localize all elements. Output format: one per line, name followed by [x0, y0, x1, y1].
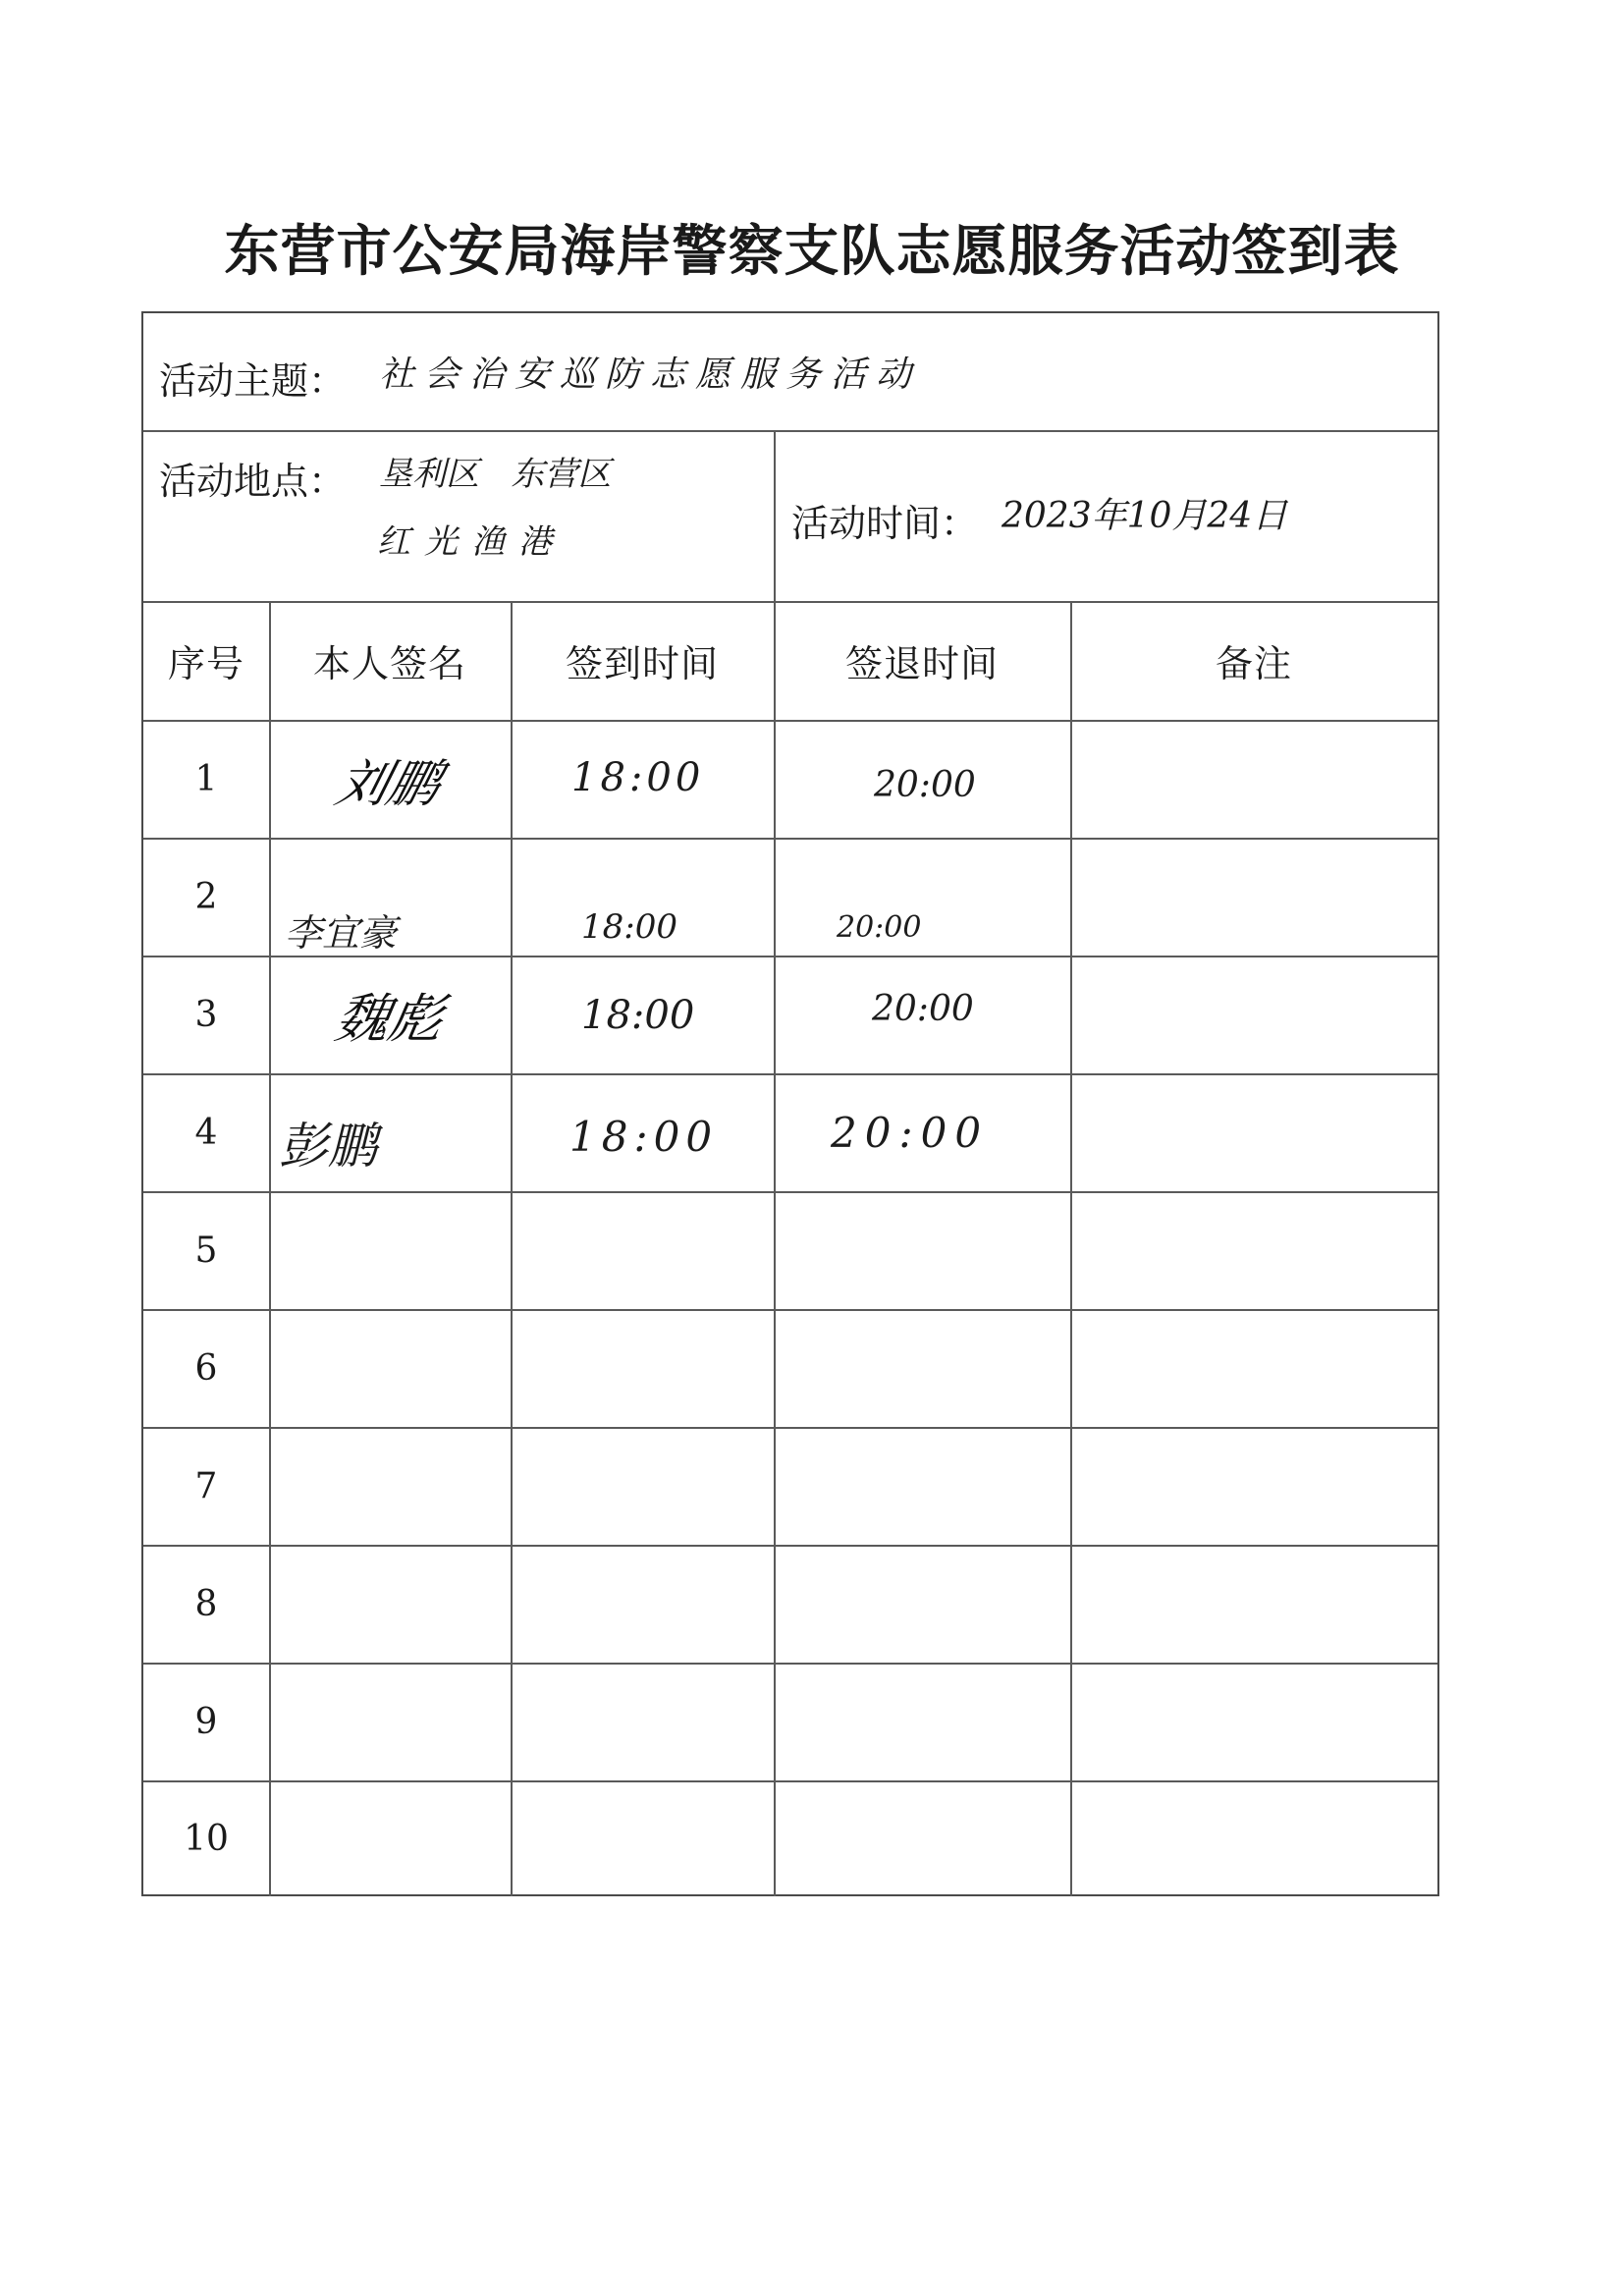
row-6-no: 6: [194, 1347, 218, 1389]
header-sign-in-time: 签到时间: [565, 642, 719, 685]
rule-col-2: [511, 601, 513, 1896]
row-1-sign-out: 20:00: [874, 765, 976, 805]
row-2-no: 2: [194, 876, 218, 917]
rule-row-3: [143, 1073, 1437, 1075]
rule-row-7: [143, 1545, 1437, 1547]
rule-row-6: [143, 1427, 1437, 1429]
row-7-no: 7: [194, 1465, 218, 1506]
rule-row-8: [143, 1663, 1437, 1665]
activity-place-line1: 垦利区 东营区: [379, 455, 612, 494]
row-9-no: 9: [194, 1701, 218, 1742]
document-title: 东营市公安局海岸警察支队志愿服务活动签到表: [224, 220, 1400, 284]
row-1-sign-in: 18:00: [571, 755, 705, 800]
activity-time-value: 2023年10月24日: [1001, 496, 1288, 536]
row-3-signature: 魏彪: [330, 987, 448, 1050]
rule-col-4: [1070, 601, 1072, 1896]
rule-row-4: [143, 1191, 1437, 1193]
row-8-no: 8: [194, 1583, 218, 1624]
rule-row-1: [143, 838, 1437, 840]
row-3-sign-in: 18:00: [581, 993, 695, 1038]
row-3-sign-out: 20:00: [872, 989, 974, 1029]
rule-col-3: [774, 601, 776, 1896]
rule-theme-bottom: [143, 430, 1437, 432]
activity-theme-label: 活动主题：: [159, 359, 347, 403]
header-note: 备注: [1215, 642, 1292, 685]
activity-place-line2: 红光渔港: [377, 522, 566, 562]
header-signature: 本人签名: [312, 642, 466, 685]
row-1-signature: 刘鹏: [330, 754, 448, 814]
row-1-no: 1: [194, 758, 218, 799]
activity-theme-value: 社会治安巡防志愿服务活动: [379, 355, 922, 395]
row-10-no: 10: [184, 1818, 229, 1859]
row-2-signature: 李宜豪: [285, 911, 398, 955]
header-sign-out-time: 签退时间: [844, 642, 999, 685]
rule-row-9: [143, 1780, 1437, 1782]
row-2-sign-out: 20:00: [837, 910, 922, 945]
row-2-sign-in: 18:00: [581, 907, 677, 947]
activity-place-label: 活动地点：: [159, 460, 347, 503]
row-4-sign-in: 18:00: [569, 1113, 719, 1161]
activity-time-label: 活动时间：: [791, 502, 979, 545]
row-3-no: 3: [194, 994, 218, 1035]
row-5-no: 5: [194, 1230, 218, 1271]
header-no: 序号: [167, 642, 244, 685]
row-4-no: 4: [194, 1112, 218, 1153]
row-4-signature: 彭鹏: [279, 1118, 377, 1175]
row-4-sign-out: 20:00: [831, 1109, 990, 1157]
rule-row-5: [143, 1309, 1437, 1311]
signin-form: [141, 311, 1439, 1896]
